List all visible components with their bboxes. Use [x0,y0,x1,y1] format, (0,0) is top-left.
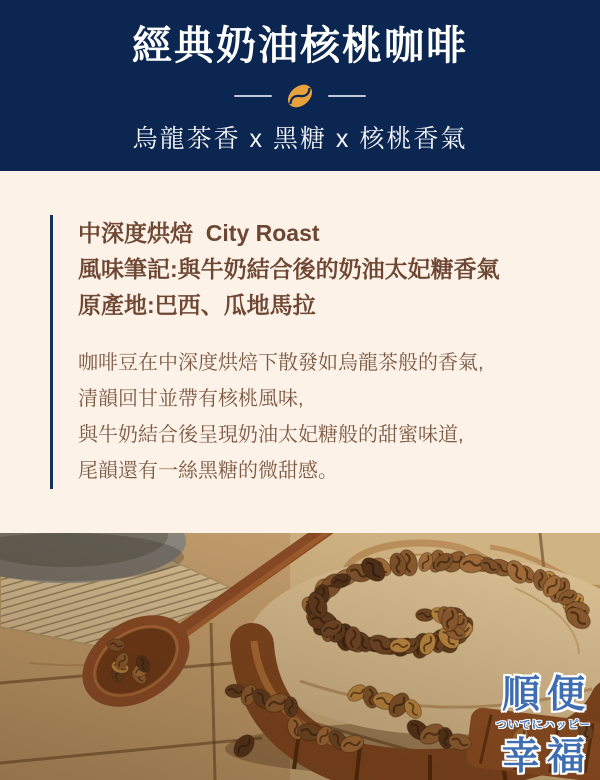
product-title: 經典奶油核桃咖啡 [132,24,468,68]
roast-level-line: 中深度烘焙 City Roast [78,220,320,246]
coffee-bean-icon [283,82,317,110]
info-section [0,171,600,533]
bean-divider [0,82,600,110]
hero-header [0,0,600,171]
description-line: 咖啡豆在中深度烘焙下散發如烏龍茶般的香氣, [78,352,484,374]
info-block [50,215,560,489]
brand-logo-line2: ついでにハッピー [495,719,592,731]
origin-line: 原產地:巴西、瓜地馬拉 [78,292,316,318]
divider-line-right [328,95,366,97]
product-subtitle: 烏龍茶香 x 黑糖 x 核桃香氣 [132,125,468,153]
coffee-beans-photo [0,533,600,780]
brand-logo [495,676,592,776]
description-line: 尾韻還有一絲黑糖的微甜感。 [78,460,338,482]
description-line: 清韻回甘並帶有核桃風味, [78,388,304,410]
brand-logo-line3: 幸福 [501,736,592,778]
flavor-notes-line: 風味筆記:與牛奶結合後的奶油太妃糖香氣 [78,256,500,282]
divider-line-left [234,95,272,97]
brand-logo-line1: 順便 [501,674,592,716]
description-paragraph [78,345,560,489]
description-line: 與牛奶結合後呈現奶油太妃糖般的甜蜜味道, [78,424,464,446]
